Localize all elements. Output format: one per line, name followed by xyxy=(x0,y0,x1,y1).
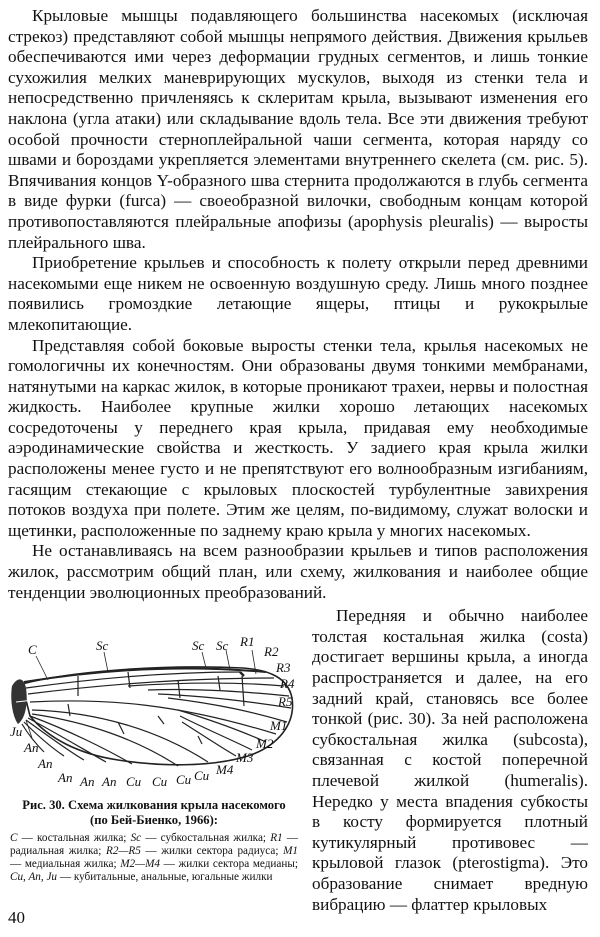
paragraph-wing-muscles: Крыловые мышцы подавляющего большинства насекомых (исключая стрекоз) представляют собой мышцы непрямого действия. Движения крыльев обеспечиваются ими через деформации грудных сегментов, и лишь тонкие сухожилия мелких маневрирующих мускулов, выходя из стенки тела и непосредственно причленяясь к склеритам крыла, вызывают изменения его наклона (угла атаки) или складывание вдоль тела. Все эти движения требуют особой прочности стерноплейральной чаши сегмента, которая наряду со швами и бороздами укрепляется элементами внутреннего скелета (см. рис. 5). Впячивания концов Y-образного шва стернита продолжаются в глубь сегмента в виде фурки (furca) — своеобразной вилочки, свободным концам которой противопоставляются плейральные апофизы (apophysis pleuralis) — выросты плейрального шва. xyxy=(8,6,588,252)
label-M1: M1 xyxy=(270,718,288,734)
label-An-1: An xyxy=(102,774,117,790)
page-number: 40 xyxy=(8,908,25,927)
legend-abbr: Sc xyxy=(130,832,142,845)
legend-abbr: C xyxy=(10,832,18,845)
label-An-2: An xyxy=(80,774,95,790)
figure-legend xyxy=(10,832,298,884)
legend-abbr: R2—R5 xyxy=(105,845,141,858)
legend-abbr: M2—M4 xyxy=(120,858,161,871)
wing-venation-diagram xyxy=(8,606,300,796)
legend-abbr: R1 xyxy=(270,832,283,845)
label-Sc-1: Sc xyxy=(192,638,205,654)
label-Cu-4: Cu xyxy=(126,774,142,790)
label-An-5: An xyxy=(24,740,39,756)
paragraph-flight-origin: Приобретение крыльев и способность к полету открыли перед древними насекомыми еще никем не освоенную воздушную среду. Лишь много позднее появились громоздкие летающие ящеры, птицы и рукокрылые млекопитающие. xyxy=(8,253,588,334)
right-column xyxy=(312,606,588,915)
label-R2: R2 xyxy=(264,644,279,660)
legend-text: — костальная жилка; xyxy=(17,832,131,845)
figure-30 xyxy=(8,606,300,915)
legend-abbr: Cu, An, Ju xyxy=(10,871,58,884)
label-R1: R1 xyxy=(240,634,255,650)
label-An-4: An xyxy=(38,756,53,772)
legend-text: — медиальная жилка; xyxy=(10,858,121,871)
label-Ju: Ju xyxy=(10,724,23,740)
label-M3: M3 xyxy=(236,750,254,766)
legend-text: — радиальная жилка; xyxy=(10,832,299,858)
label-Cu-2: Cu xyxy=(176,772,192,788)
label-Cu-3: Cu xyxy=(152,774,168,790)
legend-text: — жилки сектора медианы; xyxy=(160,858,298,871)
legend-text: — кубитальные, анальные, югальные жилки xyxy=(57,871,273,884)
label-M4: M4 xyxy=(216,762,234,778)
paragraph-wing-structure: Представляя собой боковые выросты стенки тела, крылья насекомых не гомологичны их конечностям. Они образованы двумя тонкими мембранами, натянутыми на каркас жилок, в которые проникают трахеи, нервы и полостная жидкость. Наиболее крупные жилки хорошо летающих насекомых сосредоточены у переднего края крыла, придавая ему необходимые аэродинамические свойства и жесткость. У задиего края крыла жилки расположены менее густо и не препятствуют его волнообразным изгибаниям, гасящим стекающие с крыловых плоскостей турбулентные завихрения потоков воздуха при полете. Этим же целям, по-видимому, служат волоски и щетинки, расположенные по заднему краю крыла у многих насекомых. xyxy=(8,335,588,540)
paragraph-venation-intro: Не останавливаясь на всем разнообразии крыльев и типов расположения жилок, рассмотрим общий план, или схему, жилкования и наиболее общие тенденции эволюционных преобразований. xyxy=(8,541,588,602)
label-Sc: Sc xyxy=(96,638,109,654)
label-R5: R5 xyxy=(278,694,293,710)
body-text xyxy=(8,6,588,603)
label-C: C xyxy=(28,642,37,658)
label-Cu-1: Cu xyxy=(194,768,210,784)
legend-abbr: M1 xyxy=(283,845,299,858)
figure-caption-title: Рис. 30. Схема жилкования крыла насекомого (по Бей-Биенко, 1966): xyxy=(22,798,286,828)
label-R3: R3 xyxy=(276,660,291,676)
legend-text: — субкостальная жилка; xyxy=(141,832,271,845)
label-Sc-2: Sc xyxy=(216,638,229,654)
label-An-3: An xyxy=(58,770,73,786)
figure-block xyxy=(8,606,588,915)
paragraph-costa: Передняя и обычно наиболее толстая костальная жилка (costa) достигает вершины крыла, а иногда распространяется и далее, на его задний край, становясь все более тонкой (рис. 30). За ней расположена субкостальная жилка (subcosta), связанная с костой поперечной плечевой жилкой (humeralis). Нередко у места впадения субкосты в косту формируется плотный кутикулярный противовес — крыловой глазок (pterostigma). Это образование снимает вредную вибрацию — флаттер крыловых xyxy=(312,606,588,914)
legend-text: — жилки сектора радиуса; xyxy=(140,845,284,858)
label-M2: M2 xyxy=(256,736,274,752)
label-R4: R4 xyxy=(280,676,295,692)
